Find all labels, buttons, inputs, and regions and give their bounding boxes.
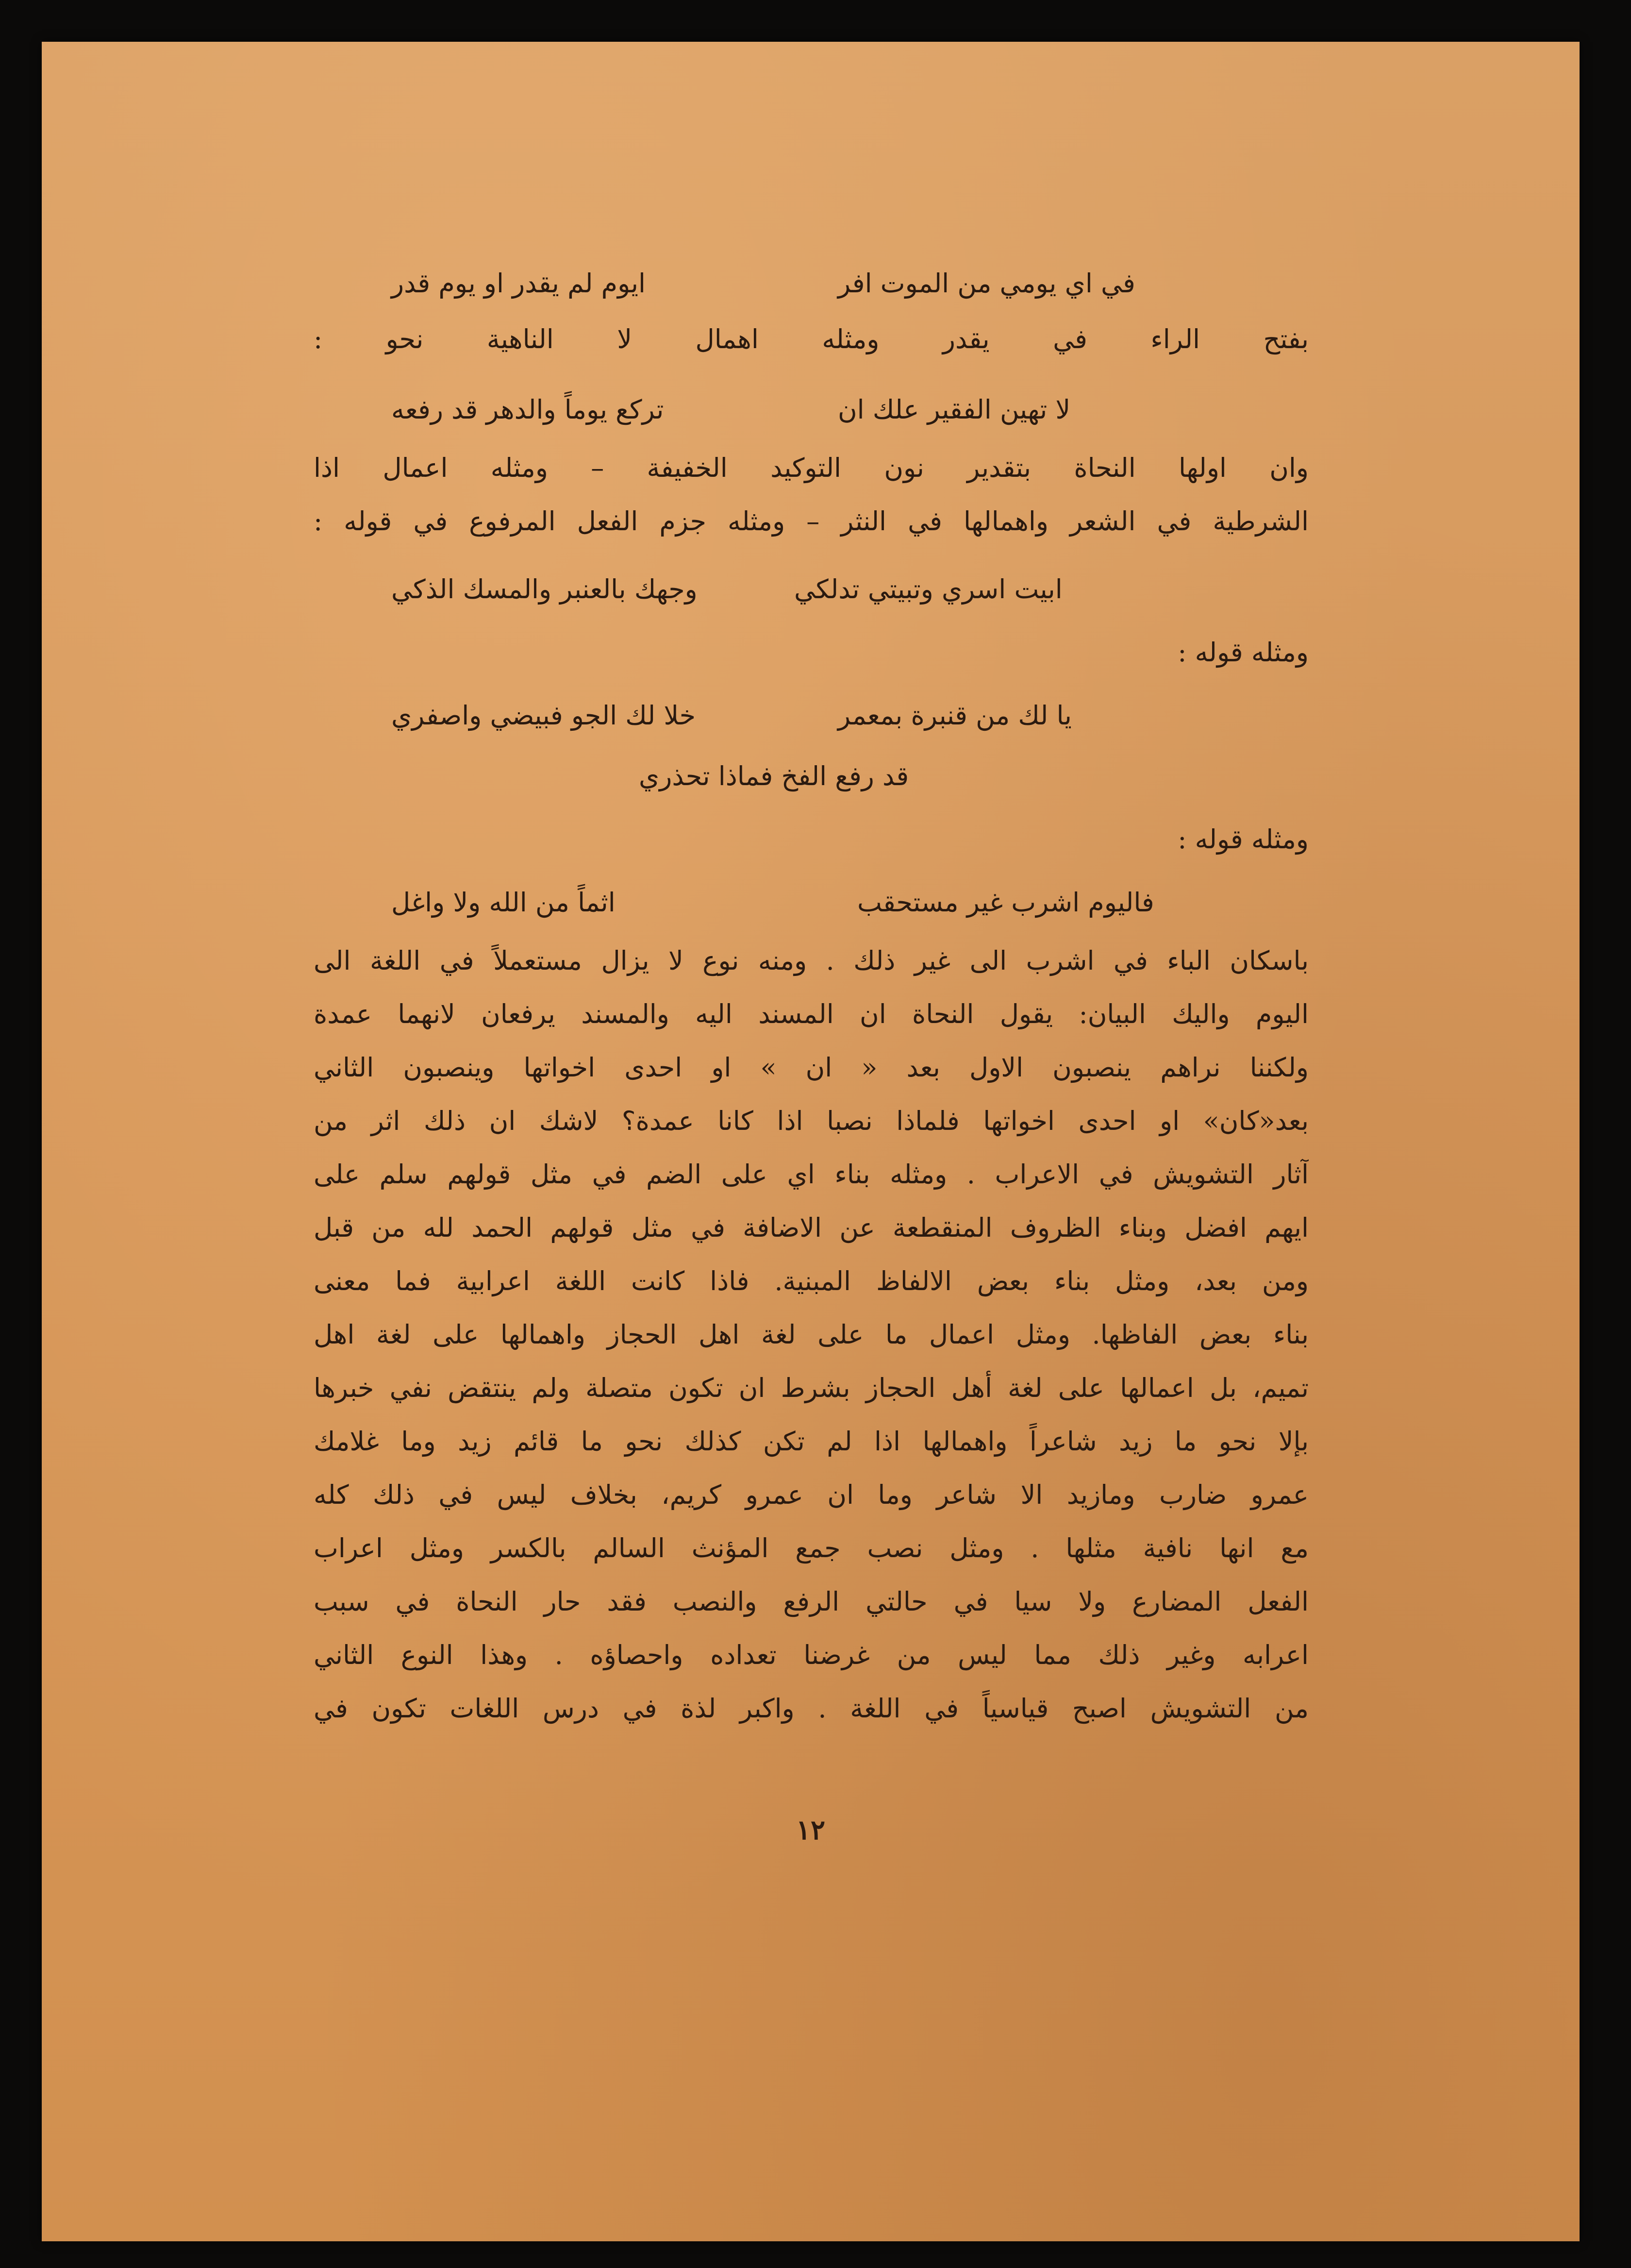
text-line: الفعل المضارع ولا سيا في حالتي الرفع والنصب فقد حار النحاة في سبب: [314, 1586, 1309, 1617]
text-line: بإلا نحو ما زيد شاعراً واهمالها اذا لم تكن كذلك نحو ما قائم زيد وما غلامك: [314, 1426, 1309, 1457]
text-line: الشرطية في الشعر واهمالها في النثر – ومثله جزم الفعل المرفوع في قوله :: [314, 506, 1309, 537]
verse-hemistich-first: ابيت اسري وتبيتي تدلكي: [794, 574, 1063, 605]
text-line: بفتح الراء في يقدر ومثله اهمال لا الناهية نحو :: [314, 324, 1309, 354]
verse-hemistich-second: تركع يوماً والدهر قد رفعه: [391, 394, 664, 425]
text-line: آثار التشويش في الاعراب . ومثله بناء اي على الضم في مثل قولهم سلم على: [314, 1159, 1309, 1190]
book-page: [42, 42, 1580, 2241]
text-line: عمرو ضارب ومازيد الا شاعر وما ان عمرو كريم، بخلاف ليس في ذلك كله: [314, 1479, 1309, 1510]
text-line: ومثله قوله :: [1178, 637, 1309, 668]
text-line: باسكان الباء في اشرب الى غير ذلك . ومنه نوع لا يزال مستعملاً في اللغة الى: [314, 945, 1309, 976]
verse-hemistich-first: لا تهين الفقير علك ان: [838, 394, 1071, 425]
text-line: ايهم افضل وبناء الظروف المنقطعة عن الاضافة في مثل قولهم الحمد لله من قبل: [314, 1212, 1309, 1243]
text-line: ولكننا نراهم ينصبون الاول بعد « ان » او احدى اخواتها وينصبون الثاني: [314, 1052, 1309, 1083]
text-line: تميم، بل اعمالها على لغة أهل الحجاز بشرط ان تكون متصلة ولم ينتقض نفي خبرها: [314, 1373, 1309, 1403]
text-line: من التشويش اصبح قياسياً في اللغة . واكبر لذة في درس اللغات تكون في: [314, 1693, 1309, 1724]
text-line: بناء بعض الفاظها. ومثل اعمال ما على لغة اهل الحجاز واهمالها على لغة اهل: [314, 1319, 1309, 1350]
verse-hemistich-second: اثماً من الله ولا واغل: [391, 887, 616, 918]
text-line: اعرابه وغير ذلك مما ليس من غرضنا تعداده واحصاؤه . وهذا النوع الثاني: [314, 1640, 1309, 1670]
text-line: ومن بعد، ومثل بناء بعض الالفاظ المبنية. فاذا كانت اللغة اعرابية فما معنى: [314, 1266, 1309, 1296]
text-line: بعد«كان» او احدى اخواتها فلماذا نصبا اذا كانا عمدة؟ لاشك ان ذلك اثر من: [314, 1106, 1309, 1136]
text-line: ومثله قوله :: [1178, 824, 1309, 855]
verse-hemistich-second: خلا لك الجو فبيضي واصفري: [391, 700, 696, 731]
page-number: ١٢: [796, 1814, 826, 1846]
text-line: اليوم واليك البيان: يقول النحاة ان المسند اليه والمسند يرفعان لانهما عمدة: [314, 999, 1309, 1029]
text-line: وان اولها النحاة بتقدير نون التوكيد الخفيفة – ومثله اعمال اذا: [314, 453, 1309, 483]
verse-hemistich-second: وجهك بالعنبر والمسك الذكي: [391, 574, 698, 605]
verse-hemistich-first: في اي يومي من الموت افر: [838, 268, 1135, 299]
verse-center-line: قد رفع الفخ فماذا تحذري: [639, 761, 909, 791]
verse-hemistich-first: فاليوم اشرب غير مستحقب: [857, 887, 1154, 918]
verse-hemistich-first: يا لك من قنبرة بمعمر: [838, 700, 1072, 731]
verse-hemistich-second: ايوم لم يقدر او يوم قدر: [391, 268, 646, 299]
text-line: مع انها نافية مثلها . ومثل نصب جمع المؤنث السالم بالكسر ومثل اعراب: [314, 1533, 1309, 1563]
